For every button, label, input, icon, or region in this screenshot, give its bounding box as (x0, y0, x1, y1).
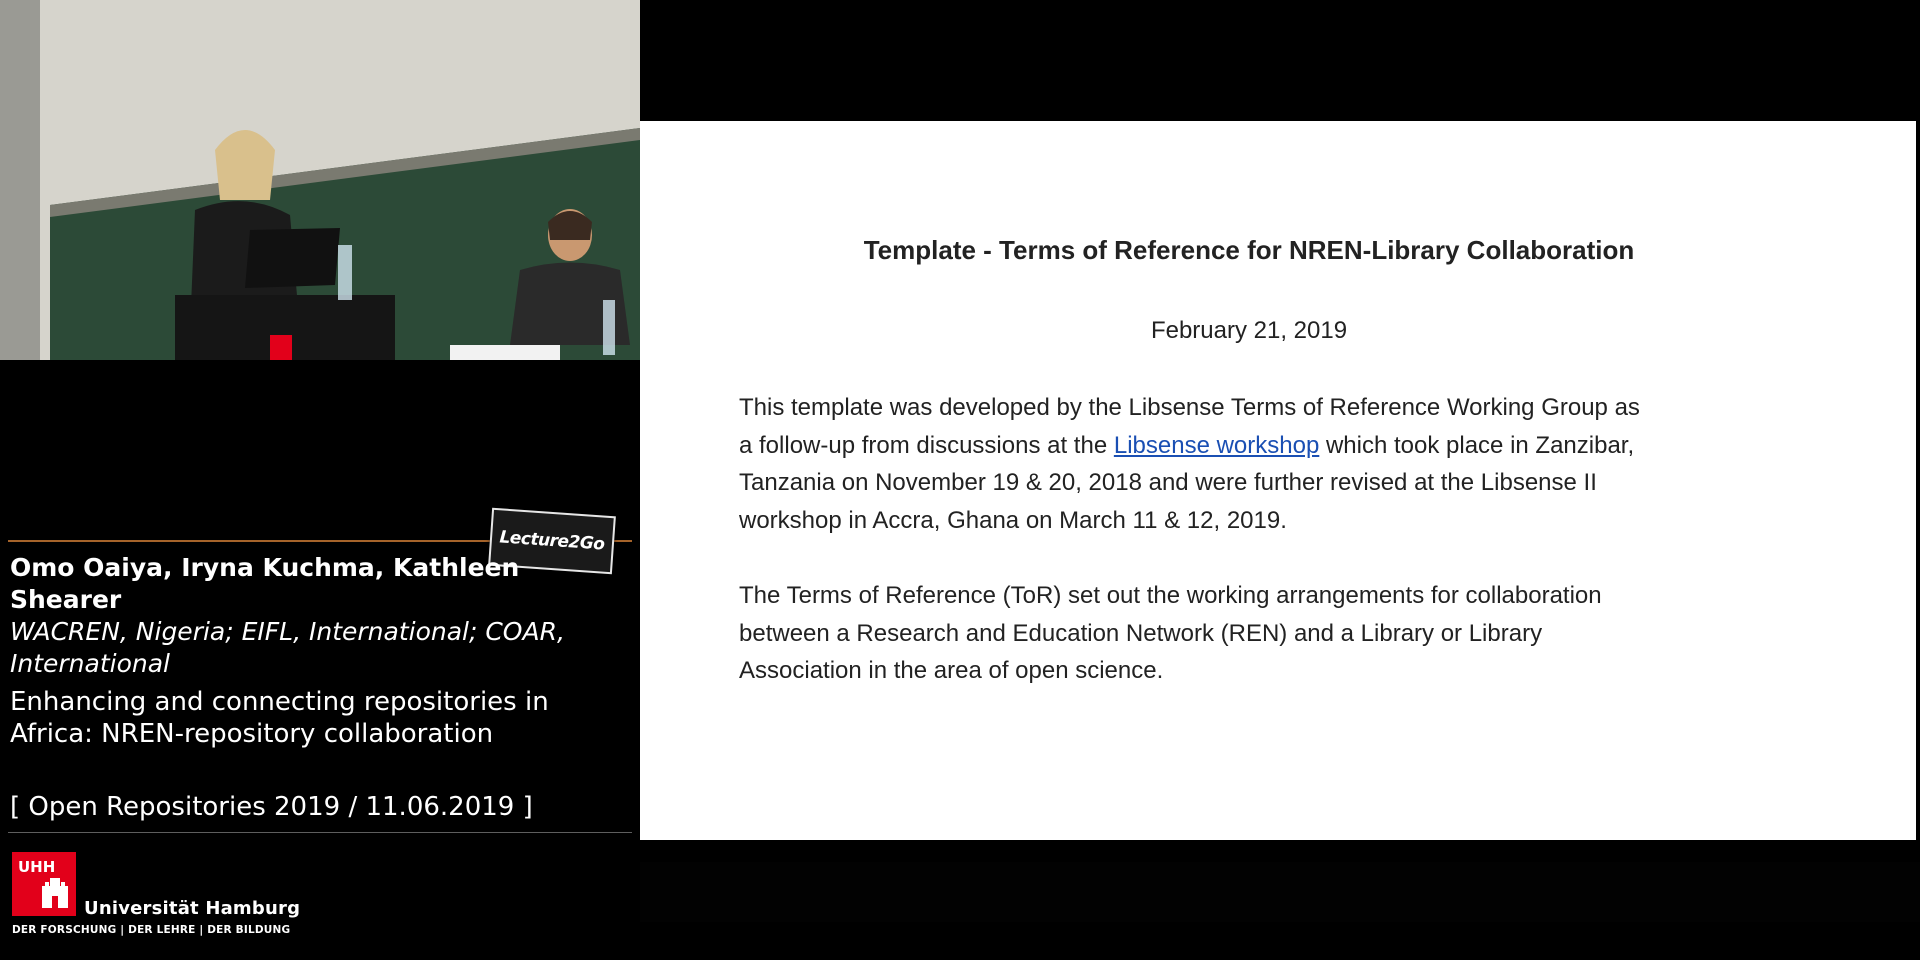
talk-title-line1: Enhancing and connecting repositories in (10, 687, 549, 717)
lecture2go-logo-text: Lecture2Go (498, 527, 606, 555)
presentation-slide (640, 121, 1916, 840)
para1-line2-after: which took place in Zanzibar, (1319, 431, 1635, 459)
speakers-line1: Omo Oaiya, Iryna Kuchma, Kathleen (10, 553, 520, 582)
para1-line3: Tanzania on November 19 & 20, 2018 and were further revised at the Libsense II (739, 469, 1597, 496)
video-bottom-strip (640, 862, 1920, 922)
affiliation-line1: WACREN, Nigeria; EIFL, International; COAR, (10, 617, 565, 646)
event-label: [ Open Repositories 2019 / 11.06.2019 ] (10, 792, 533, 822)
talk-title (10, 686, 610, 750)
university-name: Universität Hamburg (84, 898, 301, 919)
para2-line3: Association in the area of open science. (739, 657, 1164, 684)
uhh-logo-text: UHH (18, 858, 56, 876)
libsense-workshop-link[interactable]: Libsense workshop (1113, 431, 1320, 459)
slide-title: Template - Terms of Reference for NREN-Library Collaboration (863, 235, 1635, 265)
speakers (10, 552, 520, 616)
para2-line1: The Terms of Reference (ToR) set out the working arrangements for collaboration (739, 582, 1602, 609)
para1-line2 (739, 427, 1819, 465)
affiliations (10, 616, 610, 680)
divider-bottom (8, 832, 632, 833)
para1-line2-before: a follow-up from discussions at the (739, 431, 1114, 459)
university-claim: DER FORSCHUNG | DER LEHRE | DER BILDUNG (12, 924, 291, 936)
affiliation-line2: International (10, 649, 170, 678)
speaker-video (0, 0, 640, 360)
slide-date: February 21, 2019 (1150, 317, 1348, 344)
uhh-logo (12, 852, 76, 916)
slide-paragraph-2 (739, 577, 1819, 690)
slide-paragraph-1 (739, 389, 1819, 539)
para1-line4: workshop in Accra, Ghana on March 11 & 12, 2019. (739, 506, 1287, 534)
speakers-line2: Shearer (10, 585, 122, 614)
talk-title-line2: Africa: NREN-repository collaboration (10, 719, 494, 749)
para2-line2: between a Research and Education Network (REN) and a Library or Library (739, 619, 1543, 647)
para1-line1: This template was developed by the Libsense Terms of Reference Working Group as (739, 394, 1640, 421)
